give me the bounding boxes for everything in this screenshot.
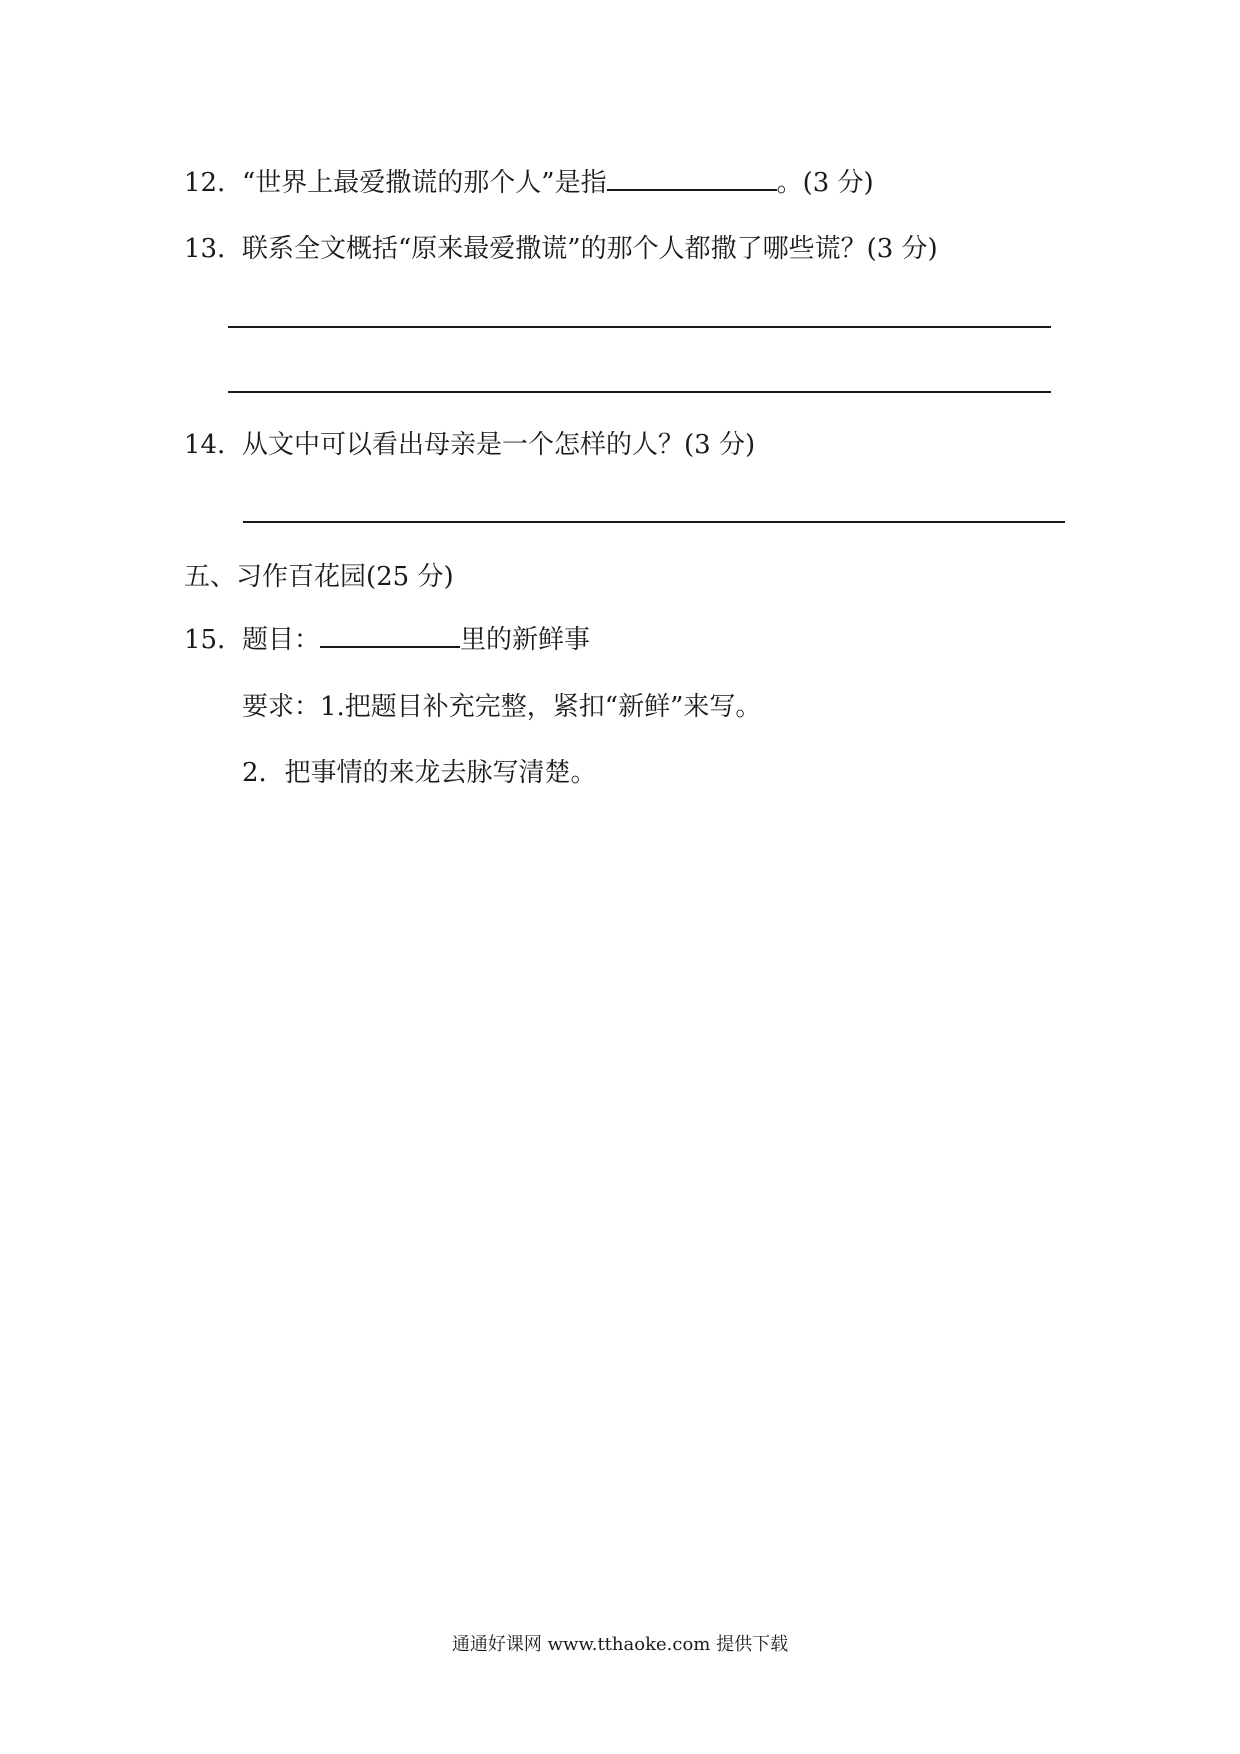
- footer-source: 通通好课网 www.tthaoke.com 提供下载: [451, 1634, 789, 1655]
- question-14: [184, 428, 755, 462]
- question-12-points: 。(3 分): [776, 168, 874, 198]
- question-14-number: 14．: [184, 430, 244, 460]
- question-15-title-suffix: 里的新鲜事: [460, 625, 591, 655]
- question-15-title-prefix: 题目：: [242, 625, 321, 655]
- question-12: [184, 166, 874, 200]
- question-13-text: 联系全文概括“原来最爱撒谎”的那个人都撒了哪些谎？(3 分): [242, 234, 938, 264]
- question-13: [184, 232, 938, 266]
- question-15-number: 15．: [184, 625, 244, 655]
- question-13-number: 13．: [184, 234, 244, 264]
- section-5-title: 五、习作百花园(25 分): [184, 562, 454, 592]
- question-12-text: “世界上最爱撒谎的那个人”是指: [242, 168, 607, 198]
- question-15-title-blank[interactable]: [320, 624, 460, 648]
- question-13-answer-line-1[interactable]: [228, 326, 1051, 328]
- question-14-answer-line[interactable]: [243, 521, 1065, 523]
- question-13-answer-line-2[interactable]: [228, 391, 1051, 393]
- question-15-requirement-1: 要求：1.把题目补充完整，紧扣“新鲜”来写。: [242, 692, 762, 722]
- question-15: [184, 623, 590, 657]
- question-15-requirement-2: 2．把事情的来龙去脉写清楚。: [242, 758, 597, 788]
- question-14-text: 从文中可以看出母亲是一个怎样的人？(3 分): [242, 430, 756, 460]
- question-12-number: 12．: [184, 168, 244, 198]
- question-12-blank[interactable]: [607, 167, 777, 191]
